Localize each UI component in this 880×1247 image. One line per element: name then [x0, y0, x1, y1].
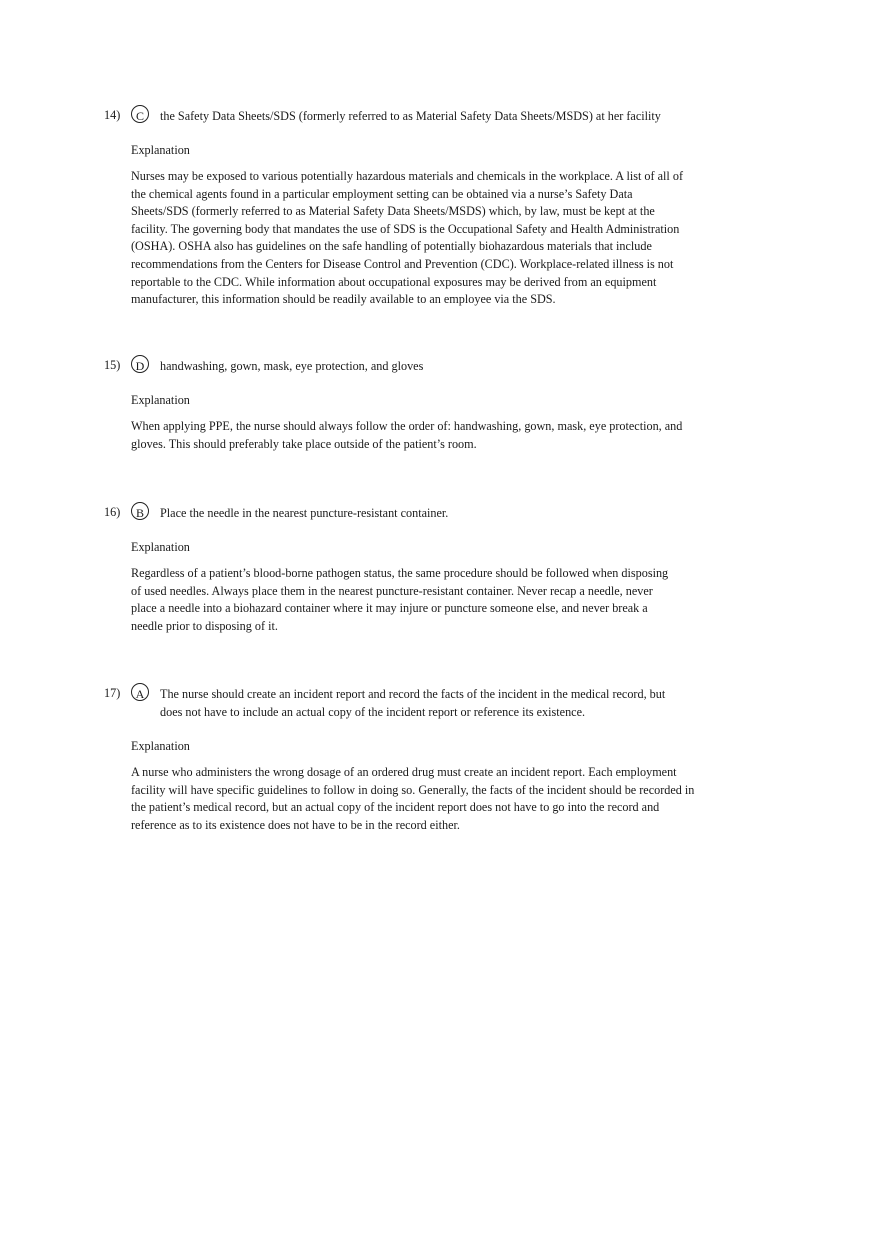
explanation-text: Regardless of a patient’s blood-borne pathogen status, the same procedure should be followed when disposing of used needles. Always place them in the nearest puncture-resistant container. Never recap a needle, never place a needle into a biohazard container where it may injure or puncture someone else, and never break a needle prior to disposing of it. — [131, 566, 669, 633]
explanation-text: When applying PPE, the nurse should always follow the order of: handwashing, gown, mask, eye protection, and gloves. This should preferably take place outside of the patient’s room. — [131, 419, 683, 451]
answer-choice-circle: D — [131, 355, 149, 373]
question-15 — [104, 357, 744, 453]
answer-text: handwashing, gown, mask, eye protection, and gloves — [160, 359, 424, 373]
question-number: 14) — [104, 108, 121, 122]
question-number: 15) — [104, 358, 121, 372]
answer-choice-circle: C — [131, 105, 149, 123]
answer-text: The nurse should create an incident report and record the facts of the incident in the medical record, but does not have to include an actual copy of the incident report or reference its existence. — [160, 687, 666, 719]
explanation-heading: Explanation — [131, 739, 190, 753]
explanation-heading: Explanation — [131, 143, 190, 157]
explanation-text: Nurses may be exposed to various potentially hazardous materials and chemicals in the workplace. A list of all of the chemical agents found in a particular employment setting can be obtained via a nurse’s Safety Data Sheets/SDS (formerly referred to as Material Safety Data Sheets/MSDS) which, by law, must be kept at the facility. The governing body that mandates the use of SDS is the Occupational Safety and Health Administration (OSHA). OSHA also has guidelines on the safe handling of potentially biohazardous materials that include recommendations from the Centers for Disease Control and Prevention (CDC). Workplace-related illness is not reportable to the CDC. While information about occupational exposures may be derived from an equipment manufacturer, this information should be readily available to an employee via the SDS. — [131, 169, 684, 307]
answer-text: the Safety Data Sheets/SDS (formerly referred to as Material Safety Data Sheets/MSDS) at her facility — [160, 109, 661, 123]
explanation-heading: Explanation — [131, 393, 190, 407]
answer-text: Place the needle in the nearest puncture-resistant container. — [160, 506, 449, 520]
question-16 — [104, 504, 744, 635]
explanation-heading: Explanation — [131, 540, 190, 554]
question-number: 17) — [104, 686, 121, 700]
question-number: 16) — [104, 505, 121, 519]
explanation-text: A nurse who administers the wrong dosage of an ordered drug must create an incident report. Each employment facility will have specific guidelines to follow in doing so. Generally, the facts of the incident should be recorded in the patient’s medical record, but an actual copy of the incident report does not have to go into the record and reference as to its existence does not have to be in the record either. — [131, 765, 695, 832]
answer-choice-circle: B — [131, 502, 149, 520]
answer-choice-circle: A — [131, 683, 149, 701]
question-17 — [104, 685, 744, 834]
question-14 — [104, 107, 744, 309]
